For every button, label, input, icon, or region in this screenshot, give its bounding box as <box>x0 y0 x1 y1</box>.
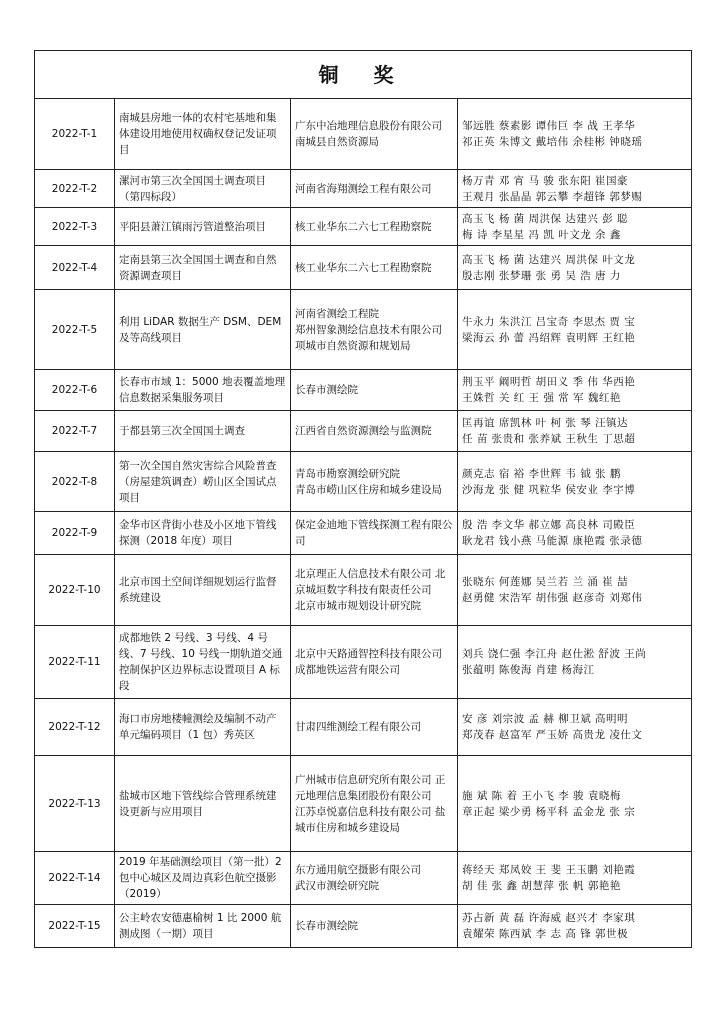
project-units <box>291 370 458 411</box>
people-line: 邹远胜 蔡素影 谭伟巨 李 战 王孝华 <box>462 120 636 132</box>
people-line: 牛永力 朱洪江 吕宝奇 李思杰 贾 宝 <box>462 315 636 328</box>
project-name: 公主岭农安德惠榆树 1 比 2000 航测成图（一期）项目 <box>115 905 291 948</box>
people-line: 郑茂春 赵富军 严玉娇 高贵龙 凌仕文 <box>462 729 643 741</box>
table-row <box>35 555 692 626</box>
project-code: 2022-T-8 <box>35 452 115 512</box>
project-code: 2022-T-2 <box>35 170 115 208</box>
people-line: 施 斌 陈 着 王小飞 李 骏 袁晓梅 <box>462 789 621 802</box>
table-row <box>35 905 692 948</box>
unit-name: 青岛市崂山区住房和城乡建设局 <box>295 483 442 496</box>
unit-name: 武汉市测绘研究院 <box>295 880 379 892</box>
project-units <box>291 452 458 512</box>
project-units <box>291 512 458 555</box>
project-units <box>291 756 458 852</box>
project-code: 2022-T-13 <box>35 756 115 852</box>
people-line: 安 彦 刘宗波 孟 赫 柳卫斌 高明明 <box>462 713 629 725</box>
people-line: 张晓东 何莲娜 吴兰若 兰 涌 崔 喆 <box>462 576 629 588</box>
project-code: 2022-T-3 <box>35 208 115 246</box>
unit-name: 北京理正人信息技术有限公司 北京城垣数字科技有限责任公司 <box>295 568 446 596</box>
project-code: 2022-T-15 <box>35 905 115 948</box>
project-units <box>291 208 458 246</box>
project-code: 2022-T-7 <box>35 411 115 452</box>
table-row <box>35 512 692 555</box>
project-name: 盐城市区地下管线综合管理系统建设更新与应用项目 <box>115 756 291 852</box>
project-units <box>291 411 458 452</box>
project-people <box>458 370 692 411</box>
project-people <box>458 411 692 452</box>
project-code: 2022-T-6 <box>35 370 115 411</box>
unit-name: 南城县自然资源局 <box>295 136 379 148</box>
project-people <box>458 905 692 948</box>
project-name: 南城县房地一体的农村宅基地和集体建设用地使用权确权登记发证项目 <box>115 99 291 170</box>
title-row <box>35 51 692 99</box>
people-line: 苏占新 黄 磊 许海威 赵兴才 李家琪 <box>462 912 636 924</box>
unit-name: 河南省海翔测绘工程有限公司 <box>295 182 432 195</box>
people-line: 袁耀荣 陈西斌 李 志 高 锋 郭世极 <box>462 928 629 940</box>
project-name: 北京市国土空间详细规划运行监督系统建设 <box>115 555 291 626</box>
project-code: 2022-T-9 <box>35 512 115 555</box>
unit-name: 江西省自然资源测绘与监测院 <box>295 425 432 437</box>
table-row <box>35 699 692 756</box>
project-people <box>458 756 692 852</box>
table-row <box>35 626 692 699</box>
project-units <box>291 555 458 626</box>
table-row <box>35 99 692 170</box>
project-name: 金华市区背街小巷及小区地下管线探测（2018 年度）项目 <box>115 512 291 555</box>
people-line: 张蕴明 陈俊海 肖建 杨海江 <box>462 664 595 676</box>
project-units <box>291 99 458 170</box>
unit-name: 广州城市信息研究所有限公司 正元地理信息集团股份有限公司 <box>295 773 446 802</box>
table-row <box>35 208 692 246</box>
people-line: 梁海云 孙 蕾 冯绍辉 袁明辉 王红艳 <box>462 331 636 344</box>
project-name: 第一次全国自然灾害综合风险普查（房屋建筑调查）崂山区全国试点项目 <box>115 452 291 512</box>
project-people <box>458 512 692 555</box>
project-units <box>291 905 458 948</box>
page-title: 铜 奖 <box>35 51 692 99</box>
project-people <box>458 852 692 905</box>
project-people <box>458 208 692 246</box>
project-code: 2022-T-10 <box>35 555 115 626</box>
project-name: 利用 LiDAR 数据生产 DSM、DEM 及等高线项目 <box>115 290 291 370</box>
project-people <box>458 699 692 756</box>
project-name: 平阳县萧江镇雨污管道整治项目 <box>115 208 291 246</box>
table-row <box>35 246 692 290</box>
people-line: 任 苗 张贵和 张养斌 王秋生 丁思超 <box>462 433 636 445</box>
project-units <box>291 246 458 290</box>
unit-name: 河南省测绘工程院 <box>295 307 379 320</box>
table-row <box>35 756 692 852</box>
people-line: 章正起 梁少勇 杨平科 孟金龙 张 宗 <box>462 805 636 818</box>
table-row <box>35 170 692 208</box>
people-line: 耿龙君 钱小燕 马能源 康艳霞 张录德 <box>462 535 643 547</box>
people-line: 刘兵 饶仁强 李江舟 赵仕淞 舒波 王尚 <box>462 648 647 660</box>
people-line: 高玉飞 杨 菌 达建兴 周洪保 叶文龙 <box>462 253 636 266</box>
awards-table <box>34 50 692 948</box>
people-line: 赵勇健 宋浩军 胡伟强 赵彦奇 刘郑伟 <box>462 592 643 604</box>
unit-name: 郑州智象测绘信息技术有限公司 <box>295 323 442 336</box>
project-units <box>291 699 458 756</box>
people-line: 梅 诗 李星星 冯 凯 叶文龙 余 鑫 <box>462 228 621 241</box>
unit-name: 甘肃四维测绘工程有限公司 <box>295 721 421 733</box>
project-people <box>458 555 692 626</box>
project-units <box>291 170 458 208</box>
project-people <box>458 452 692 512</box>
project-people <box>458 246 692 290</box>
project-code: 2022-T-4 <box>35 246 115 290</box>
unit-name: 广东中冶地理信息股份有限公司 <box>295 120 442 132</box>
project-code: 2022-T-11 <box>35 626 115 699</box>
unit-name: 保定金迪地下管线探测工程有限公司 <box>295 519 453 547</box>
unit-name: 长春市测绘院 <box>295 920 358 932</box>
unit-name: 项城市自然资源和规划局 <box>295 339 411 352</box>
project-people <box>458 170 692 208</box>
people-line: 颜克志 宿 裕 李世辉 韦 钺 张 鹏 <box>462 467 621 480</box>
table-row <box>35 290 692 370</box>
unit-name: 核工业华东二六七工程勘察院 <box>295 220 432 233</box>
people-line: 殷 浩 李文华 郝立娜 高良林 司殿臣 <box>462 519 636 531</box>
unit-name: 青岛市勘察测绘研究院 <box>295 467 400 480</box>
people-line: 杨万青 邓 宵 马 骏 张东阳 崔国豪 <box>462 174 629 187</box>
unit-name: 长春市测绘院 <box>295 384 358 396</box>
people-line: 荆玉平 阚明哲 胡田义 季 伟 华西艳 <box>462 376 636 388</box>
people-line: 蒋经天 郑凤姣 王 斐 王玉鹏 刘艳霞 <box>462 864 636 876</box>
project-name: 于都县第三次全国国土调查 <box>115 411 291 452</box>
table-row <box>35 852 692 905</box>
people-line: 匡再谊 席凯林 叶 柯 张 琴 汪镇达 <box>462 417 629 429</box>
unit-name: 北京市城市规划设计研究院 <box>295 600 421 612</box>
project-name: 长春市市域 1：5000 地表覆盖地理信息数据采集服务项目 <box>115 370 291 411</box>
project-people <box>458 99 692 170</box>
project-units <box>291 290 458 370</box>
project-code: 2022-T-5 <box>35 290 115 370</box>
people-line: 胡 佳 张 鑫 胡慧萍 张 帆 郭艳艳 <box>462 880 621 892</box>
people-line: 王观月 张晶晶 郭云攀 李超锋 郭梦赐 <box>462 190 643 203</box>
project-code: 2022-T-12 <box>35 699 115 756</box>
table-row <box>35 370 692 411</box>
project-units <box>291 626 458 699</box>
people-line: 高玉飞 杨 菌 周洪保 达建兴 彭 聪 <box>462 212 629 225</box>
unit-name: 核工业华东二六七工程勘察院 <box>295 261 432 274</box>
table-row <box>35 452 692 512</box>
unit-name: 江苏卓悦嘉信息科技有限公司 盐城市住房和城乡建设局 <box>295 805 446 834</box>
people-line: 王姝哲 关 红 王 强 常 军 魏红艳 <box>462 392 621 404</box>
unit-name: 东方通用航空摄影有限公司 <box>295 864 421 876</box>
people-line: 沙海龙 张 健 巩粒华 侯安业 李宇博 <box>462 483 636 496</box>
awards-table-body <box>35 51 692 948</box>
project-name: 2019 年基础测绘项目（第一批）2 包中心城区及周边真彩色航空摄影（2019） <box>115 852 291 905</box>
table-row <box>35 411 692 452</box>
project-code: 2022-T-14 <box>35 852 115 905</box>
project-name: 海口市房地楼幢测绘及编制不动产单元编码项目（1 包）秀英区 <box>115 699 291 756</box>
unit-name: 北京中天路通智控科技有限公司 <box>295 648 442 660</box>
project-people <box>458 626 692 699</box>
project-name: 定南县第三次全国国土调查和自然资源调查项目 <box>115 246 291 290</box>
unit-name: 成都地铁运营有限公司 <box>295 664 400 676</box>
people-line: 祁正英 朱博文 戴培伟 余桂彬 钟晓瑶 <box>462 136 643 148</box>
project-name: 成都地铁 2 号线、3 号线、4 号线、7 号线、10 号线一期轨道交通控制保护区边界标志设置项目 A 标段 <box>115 626 291 699</box>
project-people <box>458 290 692 370</box>
project-code: 2022-T-1 <box>35 99 115 170</box>
project-name: 漯河市第三次全国国土调查项目（第四标段） <box>115 170 291 208</box>
people-line: 殷志刚 张梦珊 张 勇 吴 浩 唐 力 <box>462 269 621 282</box>
project-units <box>291 852 458 905</box>
